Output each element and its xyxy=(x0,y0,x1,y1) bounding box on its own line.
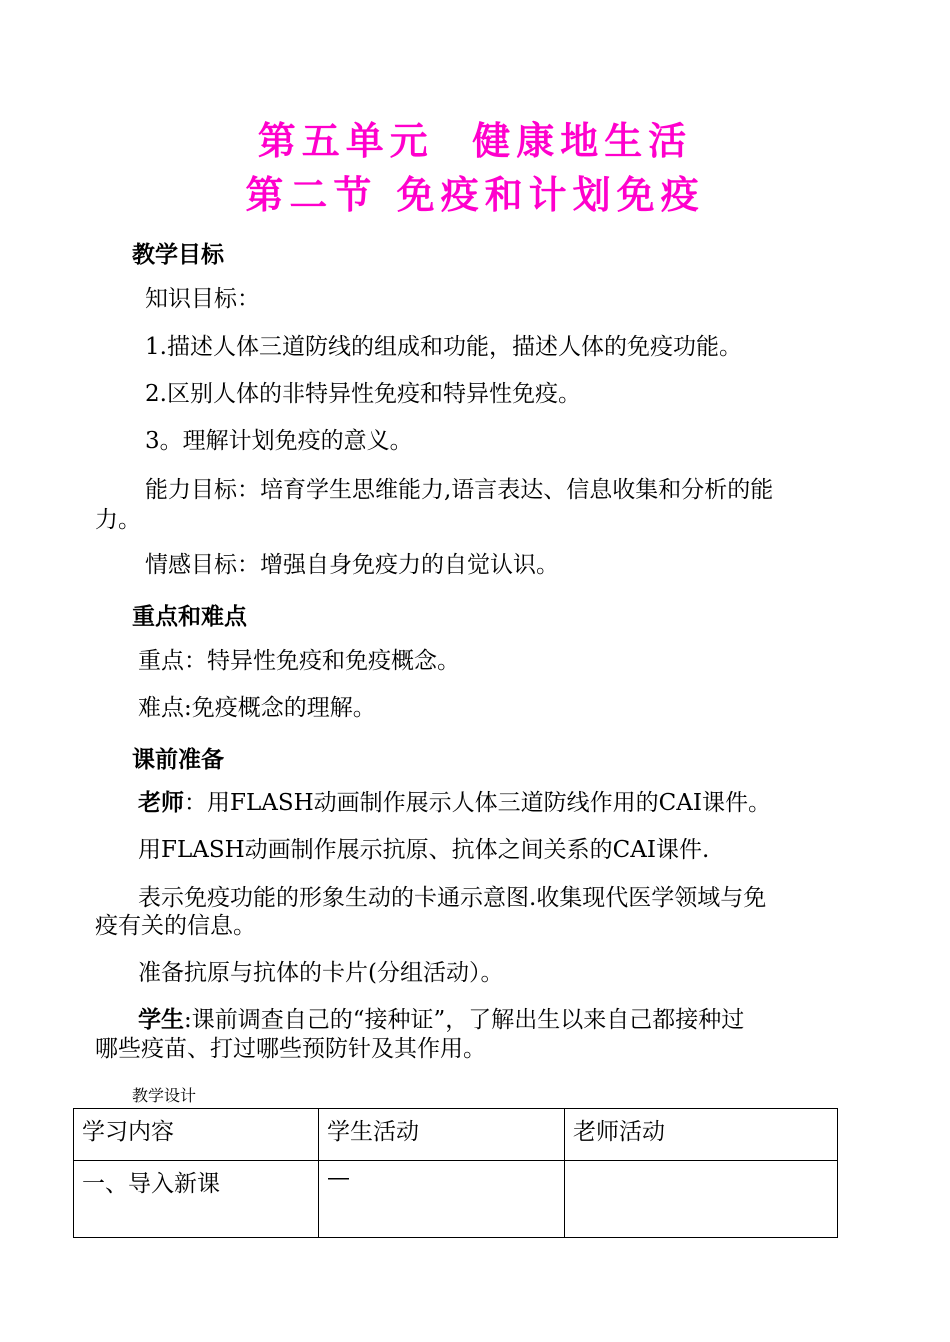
preparation-item-4: 准备抗原与抗体的卡片(分组活动）。 xyxy=(138,960,504,986)
student-text: :课前调查自己的“接种证”，了解出生以来自己都接种过 xyxy=(184,1007,745,1033)
teaching-design-table xyxy=(73,1108,838,1238)
header-student-activity: 学生活动 xyxy=(319,1109,565,1161)
section-title: 第二节 免疫和计划免疫 xyxy=(245,173,705,217)
preparation-item-3-line2: 疫有关的信息。 xyxy=(95,913,256,939)
student-label: 学生 xyxy=(138,1007,184,1033)
knowledge-item-1: 1.描述人体三道防线的组成和功能，描述人体的免疫功能。 xyxy=(145,334,742,360)
design-caption: 教学设计 xyxy=(132,1086,197,1105)
objectives-heading: 教学目标 xyxy=(132,242,224,268)
cell-learning-content: 一、导入新课 xyxy=(74,1161,319,1238)
student-preparation-line1 xyxy=(138,1006,744,1034)
preparation-heading: 课前准备 xyxy=(132,747,224,773)
knowledge-item-3: 3。理解计划免疫的意义。 xyxy=(145,428,413,454)
ability-objective-line1: 能力目标：培育学生思维能力,语言表达、信息收集和分析的能 xyxy=(145,477,774,503)
difficult-point: 难点:免疫概念的理解。 xyxy=(138,695,376,721)
cell-teacher-activity xyxy=(565,1161,838,1238)
teacher-label: 老师 xyxy=(138,790,184,816)
preparation-item-2: 用FLASH动画制作展示抗原、抗体之间关系的CAI课件. xyxy=(138,837,710,863)
key-point: 重点：特异性免疫和免疫概念。 xyxy=(138,648,460,674)
student-preparation-line2: 哪些疫苗、打过哪些预防针及其作用。 xyxy=(95,1036,486,1062)
emotion-objective: 情感目标：增强自身免疫力的自觉认识。 xyxy=(145,552,559,578)
header-learning-content: 学习内容 xyxy=(74,1109,319,1161)
ability-objective-line2: 力。 xyxy=(95,507,141,533)
key-points-heading: 重点和难点 xyxy=(132,604,247,630)
table-header-row xyxy=(74,1109,838,1161)
preparation-item-3-line1: 表示免疫功能的形象生动的卡通示意图.收集现代医学领域与免 xyxy=(138,885,767,911)
knowledge-label: 知识目标： xyxy=(145,286,260,312)
cell-student-activity: — xyxy=(319,1161,565,1238)
knowledge-item-2: 2.区别人体的非特异性免疫和特异性免疫。 xyxy=(145,381,581,407)
unit-title: 第五单元 健康地生活 xyxy=(257,119,693,163)
header-teacher-activity: 老师活动 xyxy=(565,1109,838,1161)
teacher-text: ：用FLASH动画制作展示人体三道防线作用的CAI课件。 xyxy=(184,790,771,816)
table-row xyxy=(74,1161,838,1238)
teacher-preparation xyxy=(138,789,771,817)
